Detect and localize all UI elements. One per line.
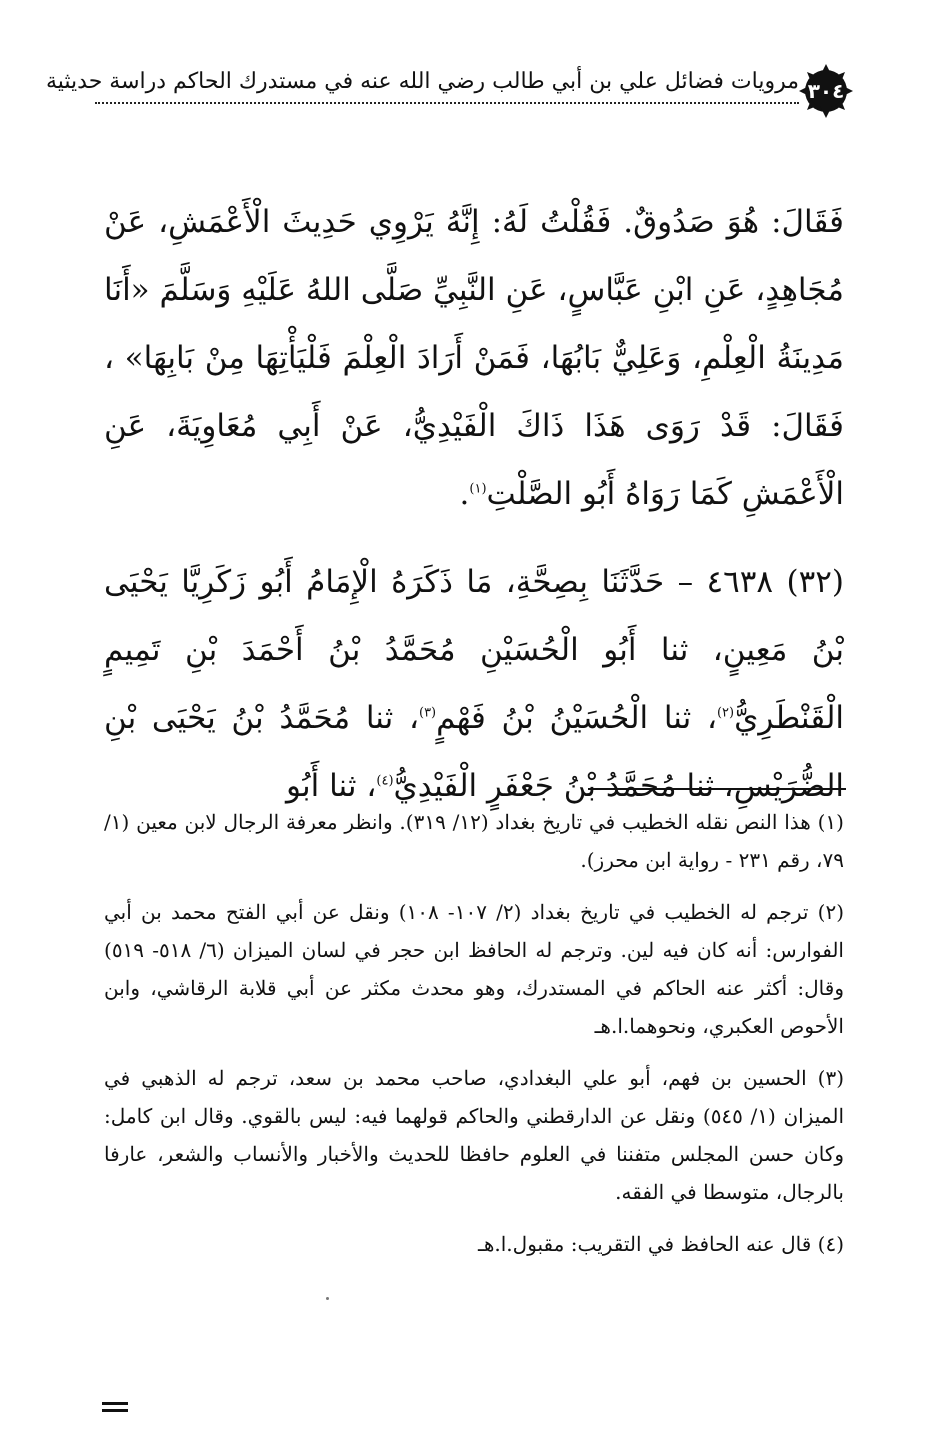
footnote-3: (٣) الحسين بن فهم، أبو علي البغدادي، صاحب محمد بن سعد، ترجم له الذهبي في الميزان (١/ ٥٤٥) ونقل عن الدارقطني والحاكم قولهما فيه: ليس بالقوي. وقال ابن كامل: وكان حسن المجلس متفننا في العلوم حافظا للحديث والأخبار والأنساب والشعر، عارفا بالرجال، متوسطا في الفقه.	[104, 1066, 845, 1204]
paragraph-2-part-1: حَدَّثَنَا بِصِحَّةِ، مَا ذَكَرَهُ الْإِمَامُ أَبُو زَكَرِيَّا يَحْيَى بْنُ مَعِينٍ، ثنا أَبُو الْحُسَيْنِ مُحَمَّدُ بْنُ أَحْمَدَ بْنِ تَمِيمٍ الْقَنْطَرِيُّ	[104, 564, 845, 736]
hadith-number: (٣٢) ٤٦٣٨ –	[677, 564, 844, 600]
book-title: مرويات فضائل علي بن أبي طالب رضي الله عنه في مستدرك الحاكم دراسة حديثية	[45, 69, 799, 94]
page-header	[45, 62, 855, 112]
page-number: ٣٠٤	[807, 79, 845, 103]
footnote-separator	[588, 788, 846, 790]
footnote-2: (٢) ترجم له الخطيب في تاريخ بغداد (٢/ ١٠٧- ١٠٨) ونقل عن أبي الفتح محمد بن أبي الفوارس: أنه كان فيه لين. وترجم له الحافظ ابن حجر في لسان الميزان (٦/ ٥١٨- ٥١٩) وقال: أكثر عنه الحاكم في المستدرك، وهو محدث مكثر عن أبي قلابة الرقاشي، وابن الأحوص العكبري، ونحوهما.ا.هـ	[104, 900, 844, 1038]
footnote-ref-4[interactable]: (٤)	[376, 773, 394, 789]
paragraph-2-part-4: ، ثنا أَبُو	[285, 768, 377, 804]
footnote-ref-2[interactable]: (٢)	[716, 705, 735, 721]
main-text	[104, 188, 844, 820]
footnote-1: (١) هذا النص نقله الخطيب في تاريخ بغداد (١٢/ ٣١٩). وانظر معرفة الرجال لابن معين (١/ ٧٩، رقم ٢٣١ - رواية ابن محرز).	[104, 810, 844, 872]
footnotes	[104, 803, 844, 1263]
paragraph-1	[104, 188, 844, 528]
paragraph-1-end: .	[459, 476, 470, 512]
paragraph-2-part-2: ، ثنا الْحُسَيْنُ بْنُ فَهْمٍ	[436, 700, 717, 736]
stray-dot	[326, 1297, 329, 1300]
page-end-mark-icon	[102, 1402, 128, 1414]
paragraph-2-part-3: ، ثنا مُحَمَّدُ بْنُ يَحْيَى بْنِ الضُّرَيْسِ، ثنا مُحَمَّدُ بْنُ جَعْفَرٍ الْفَيْدِيُّ	[104, 700, 844, 804]
footnote-4: (٤) قال عنه الحافظ في التقريب: مقبول.ا.هـ	[477, 1232, 844, 1256]
header-divider	[95, 102, 799, 104]
footnote-ref-3[interactable]: (٣)	[418, 705, 437, 721]
paragraph-2	[104, 548, 844, 820]
paragraph-1-text: فَقَالَ: هُوَ صَدُوقٌ. فَقُلْتُ لَهُ: إِنَّهُ يَرْوِي حَدِيثَ الْأَعْمَشِ، عَنْ مُجَاهِدٍ، عَنِ ابْنِ عَبَّاسٍ، عَنِ النَّبِيِّ صَلَّى اللهُ عَلَيْهِ وَسَلَّمَ «أَنَا مَدِينَةُ الْعِلْمِ، وَعَلِيٌّ بَابُهَا، فَمَنْ أَرَادَ الْعِلْمَ فَلْيَأْتِهَا مِنْ بَابِهَا» ، فَقَالَ: قَدْ رَوَى هَذَا ذَاكَ الْفَيْدِيُّ، عَنْ أَبِي مُعَاوِيَةَ، عَنِ الْأَعْمَشِ كَمَا رَوَاهُ أَبُو الصَّلْتِ	[104, 204, 844, 512]
footnote-ref-1[interactable]: (١)	[469, 481, 487, 497]
